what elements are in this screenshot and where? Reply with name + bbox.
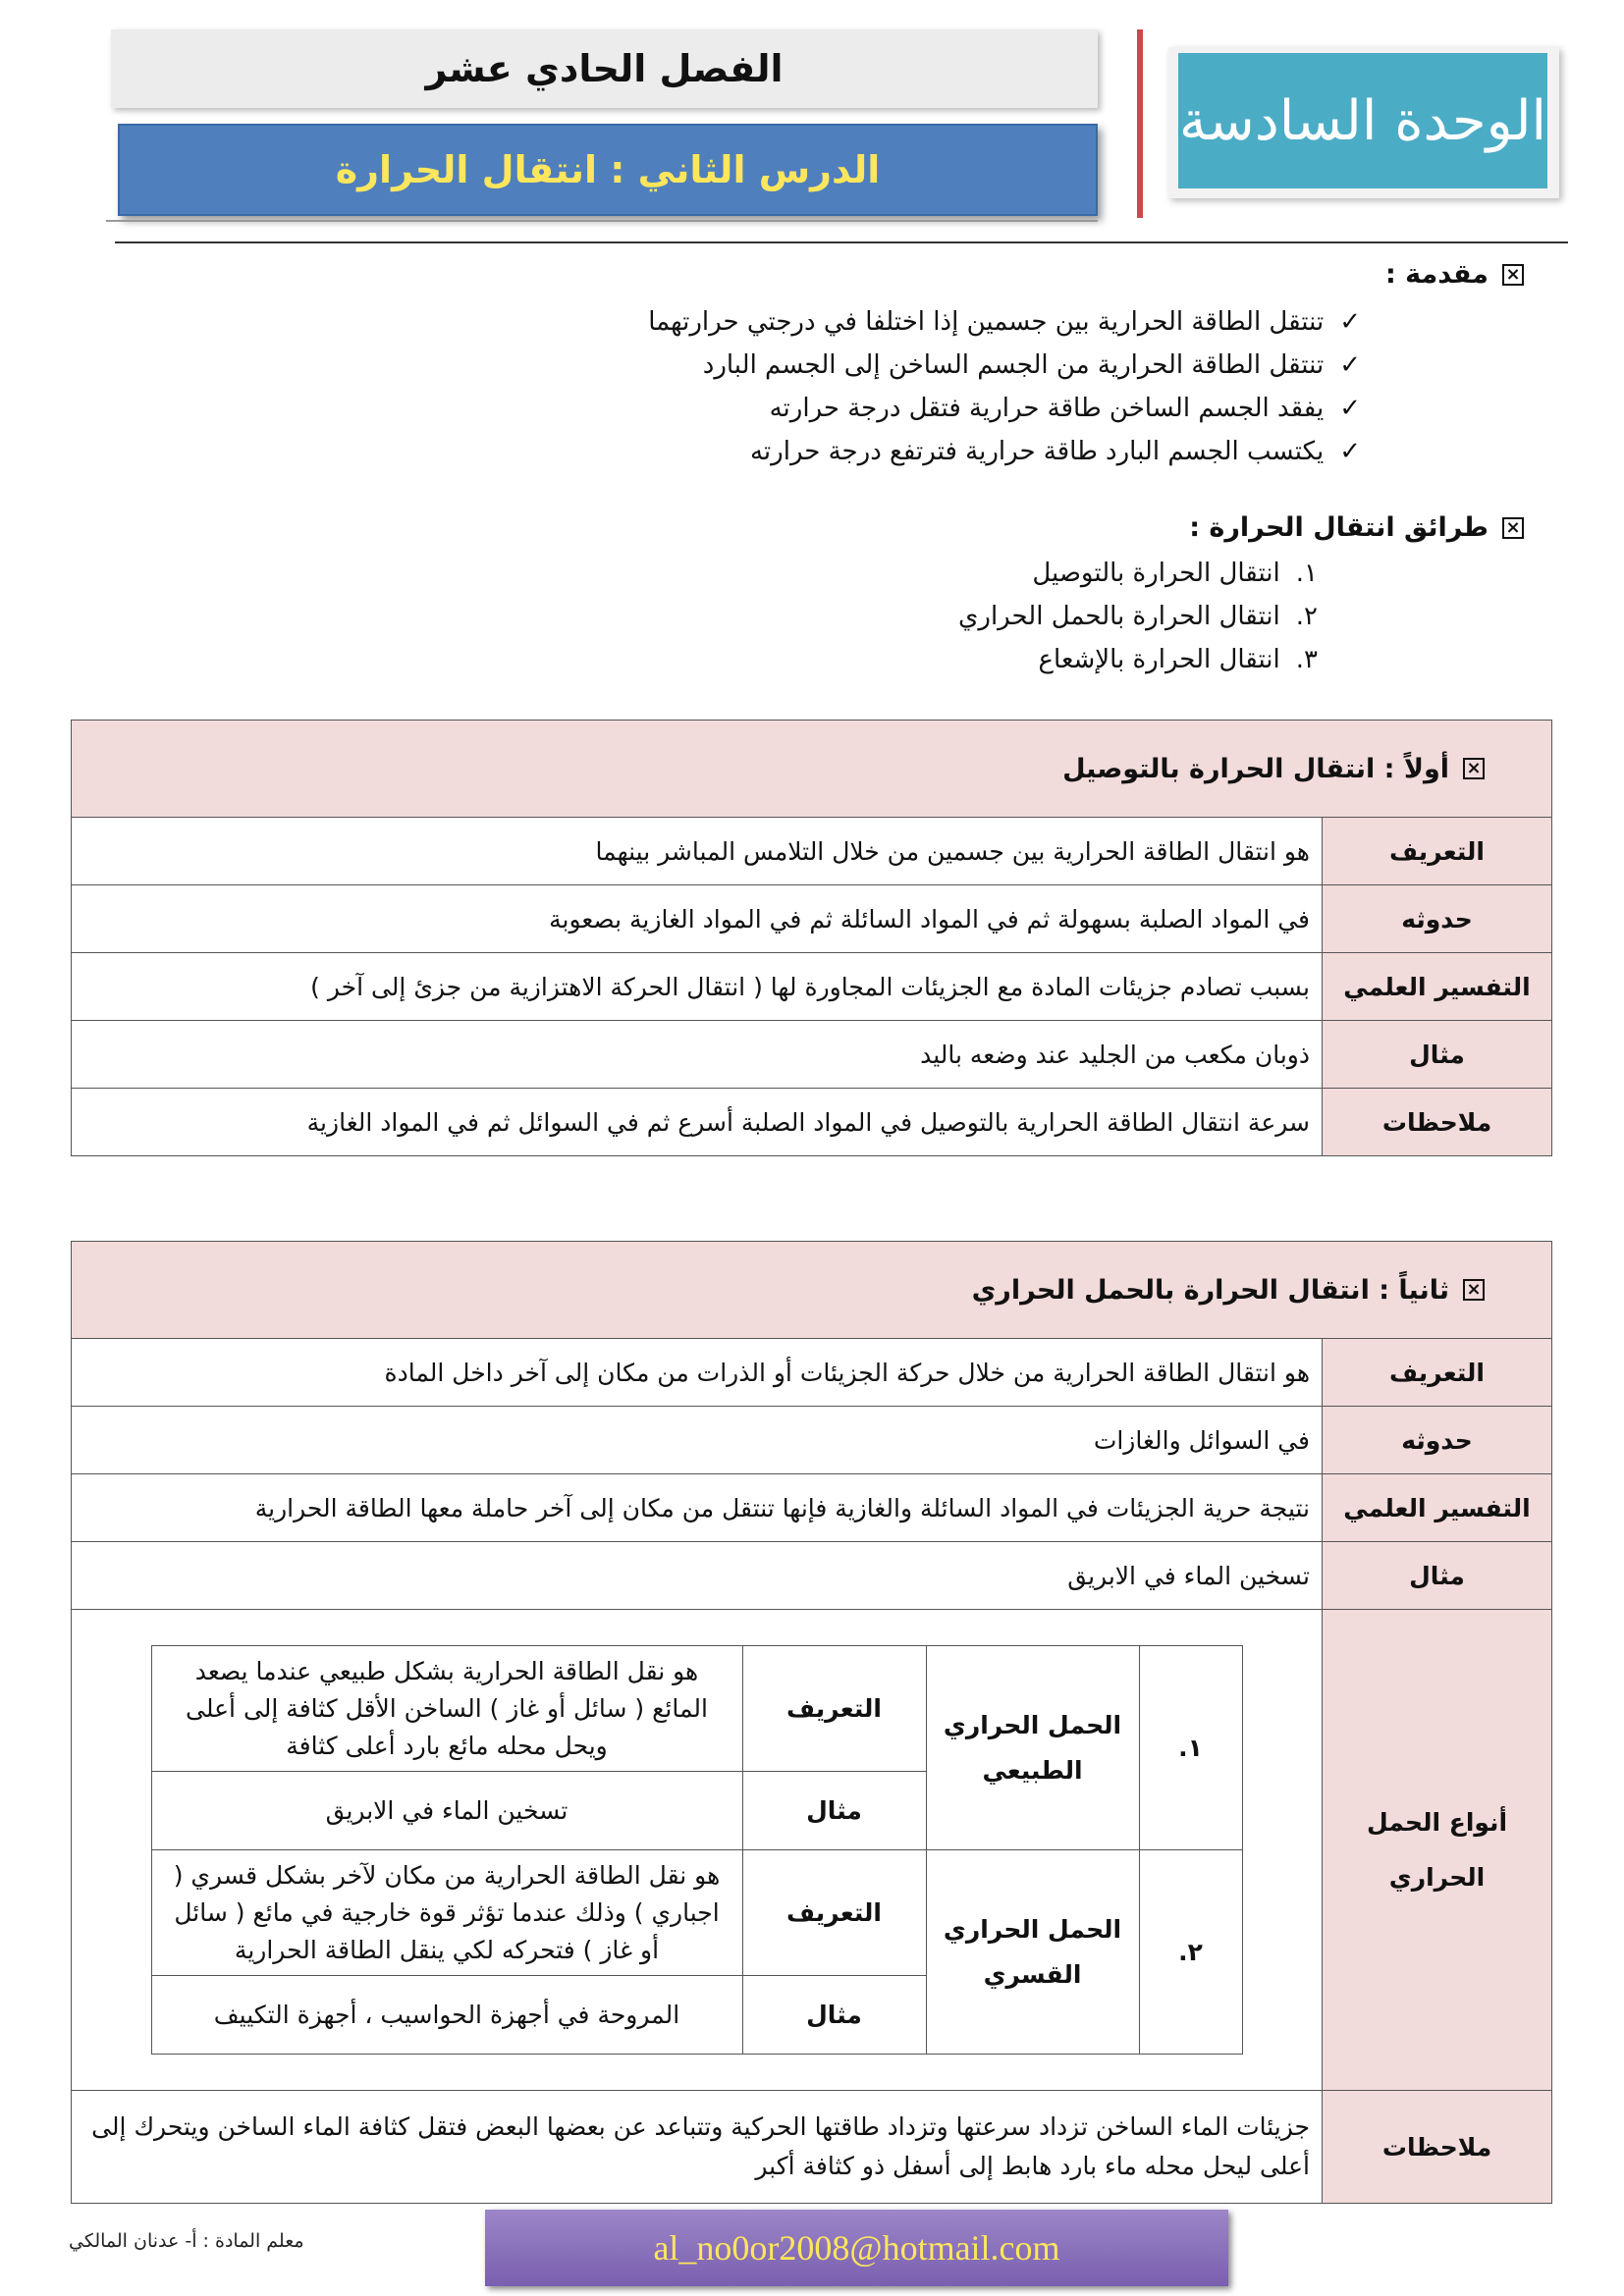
row-content: في السوائل والغازات (72, 1407, 1323, 1474)
divider-bar (1137, 29, 1143, 218)
convection-title: ثانياً : انتقال الحرارة بالحمل الحراري (971, 1274, 1449, 1306)
table-row (72, 1021, 1552, 1089)
list-item: ✓ يفقد الجسم الساخن طاقة حرارية فتقل درجة حرارته (648, 387, 1361, 430)
row-label: مثال (1323, 1542, 1552, 1610)
convection-types-table (151, 1645, 1243, 2055)
table-row (151, 1850, 1242, 1976)
ex-content: المروحة في أجهزة الحواسيب ، أجهزة التكييف (151, 1976, 742, 2055)
row-label: التعريف (1323, 1339, 1552, 1407)
teacher-credit: معلم المادة : أ- عدنان المالكي (69, 2230, 304, 2252)
list-item: ✓ تنتقل الطاقة الحرارية من الجسم الساخن إلى الجسم البارد (648, 344, 1361, 387)
table-row (72, 818, 1552, 885)
conduction-table (71, 720, 1552, 1156)
row-content: ذوبان مكعب من الجليد عند وضعه باليد (72, 1021, 1323, 1089)
methods-list (958, 552, 1318, 681)
table-row (72, 1610, 1552, 2091)
row-content: هو انتقال الطاقة الحرارية من خلال حركة الجزيئات أو الذرات من مكان إلى آخر داخل المادة (72, 1339, 1323, 1407)
row-content: بسبب تصادم جزيئات المادة مع الجزيئات المجاورة لها ( انتقال الحركة الاهتزازية من جزئ إلى آخر ) (72, 953, 1323, 1021)
ex-label: مثال (742, 1976, 926, 2055)
table-row (72, 953, 1552, 1021)
check-icon: ✓ (1339, 437, 1361, 466)
methods-heading: طرائق انتقال الحرارة : (1189, 512, 1489, 543)
intro-list (648, 300, 1361, 473)
row-content: سرعة انتقال الطاقة الحرارية بالتوصيل في المواد الصلبة أسرع ثم في السوائل ثم في المواد الغازية (72, 1089, 1323, 1156)
check-icon: ✓ (1339, 350, 1361, 380)
row-content: تسخين الماء في الابريق (72, 1542, 1323, 1610)
row-label: حدوثه (1323, 885, 1552, 953)
list-item: ٣. انتقال الحرارة بالإشعاع (1038, 645, 1318, 674)
table-row (72, 2091, 1552, 2204)
methods-heading-row (1189, 512, 1524, 543)
intro-heading: مقدمة : (1384, 259, 1489, 290)
row-label: التفسير العلمي (1323, 1474, 1552, 1542)
ex-label: مثال (742, 1772, 926, 1850)
row-label: مثال (1323, 1021, 1552, 1089)
ex-content: تسخين الماء في الابريق (151, 1772, 742, 1850)
table-row (151, 1646, 1242, 1772)
check-icon: ✓ (1339, 307, 1361, 337)
def-label: التعريف (742, 1646, 926, 1772)
row-label: التعريف (1323, 818, 1552, 885)
list-item: ١. انتقال الحرارة بالتوصيل (1032, 559, 1318, 588)
type-name: الحمل الحراري الطبيعي (926, 1646, 1139, 1850)
convection-table (71, 1241, 1552, 2204)
row-label: حدوثه (1323, 1407, 1552, 1474)
conduction-title-cell (72, 721, 1552, 818)
intro-heading-row (1385, 259, 1524, 290)
table-row (72, 1542, 1552, 1610)
check-icon: ✓ (1339, 394, 1361, 423)
table-row (72, 1474, 1552, 1542)
def-content: هو نقل الطاقة الحرارية بشكل طبيعي عندما يصعد المائع ( سائل أو غاز ) الساخن الأقل كثافة إلى أعلى ويحل محله مائع بارد أعلى كثافة (151, 1646, 742, 1772)
row-label: أنواع الحمل الحراري (1323, 1610, 1552, 2091)
unit-title: الوحدة السادسة (1178, 53, 1547, 188)
table-row (72, 1407, 1552, 1474)
type-number: ١. (1139, 1646, 1242, 1850)
convection-title-cell (72, 1242, 1552, 1339)
type-name: الحمل الحراري القسري (926, 1850, 1139, 2055)
checkbox-x-icon: × (1463, 1279, 1485, 1301)
list-item: ✓ تنتقل الطاقة الحرارية بين جسمين إذا اختلفا في درجتي حرارتهما (648, 300, 1361, 344)
lesson-underline (106, 208, 1098, 222)
types-cell (72, 1610, 1323, 2091)
email-banner: al_no0or2008@hotmail.com (485, 2210, 1228, 2286)
row-label: ملاحظات (1323, 2091, 1552, 2204)
list-item: ٢. انتقال الحرارة بالحمل الحراري (958, 602, 1318, 631)
row-label: التفسير العلمي (1323, 953, 1552, 1021)
row-content: جزيئات الماء الساخن تزداد سرعتها وتزداد طاقتها الحركية وتتباعد عن بعضها البعض فتقل كثافة الماء الساخن ويتحرك إلى أعلى ليحل محله ماء بارد هابط إلى أسفل ذو كثافة أكبر (72, 2091, 1323, 2204)
lesson-title: الدرس الثاني : انتقال الحرارة (118, 124, 1098, 216)
row-content: في المواد الصلبة بسهولة ثم في المواد السائلة ثم في المواد الغازية بصعوبة (72, 885, 1323, 953)
checkbox-x-icon: × (1502, 264, 1524, 286)
def-label: التعريف (742, 1850, 926, 1976)
conduction-title: أولاً : انتقال الحرارة بالتوصيل (1062, 753, 1449, 784)
list-item: ✓ يكتسب الجسم البارد طاقة حرارية فترتفع درجة حرارته (648, 430, 1361, 473)
row-content: هو انتقال الطاقة الحرارية بين جسمين من خلال التلامس المباشر بينهما (72, 818, 1323, 885)
row-label: ملاحظات (1323, 1089, 1552, 1156)
table-row (72, 1089, 1552, 1156)
checkbox-x-icon: × (1463, 758, 1485, 779)
checkbox-x-icon: × (1502, 517, 1524, 539)
table-row (72, 1339, 1552, 1407)
header-rule (115, 241, 1568, 243)
def-content: هو نقل الطاقة الحرارية من مكان لآخر بشكل قسري ( اجباري ) وذلك عندما تؤثر قوة خارجية في مائع ( سائل أو غاز ) فتحركه لكي ينقل الطاقة الحرارية (151, 1850, 742, 1976)
type-number: ٢. (1139, 1850, 1242, 2055)
chapter-title: الفصل الحادي عشر (111, 29, 1098, 108)
row-content: نتيجة حرية الجزيئات في المواد السائلة والغازية فإنها تنتقل من مكان إلى آخر حاملة معها الطاقة الحرارية (72, 1474, 1323, 1542)
table-row (72, 885, 1552, 953)
